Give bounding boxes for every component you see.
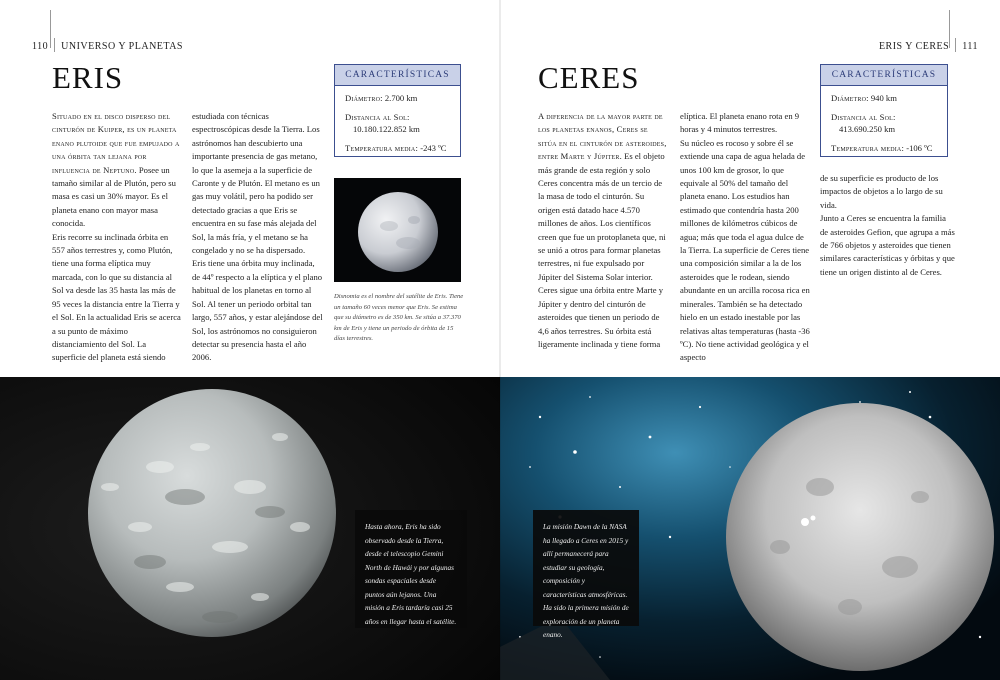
left-header-divider <box>54 38 55 52</box>
dysnomia-photo <box>334 178 461 282</box>
ceres-title: CERES <box>538 60 640 95</box>
eris-image-caption: Hasta ahora, Eris ha sido observado desde la Tierra, desde el telescopio Gemini North de Hawái y por algunas sondas espaciales desde puntos aún lejanos. Una misión a Eris tardaría casi 25 años en llegar hasta el satélite. <box>355 510 467 628</box>
eris-col2-paragraph-1: estudiada con técnicas espectroscópicas desde la Tierra. Los astrónomos han descubierto una importante presencia de gas metano, lo que la asemeja a la superficie de Caronte y de Plutón. El metano es un gas muy volátil, pero ha podido ser detectado gracias a que Eris se encuentra en su fase más alejada del Sol, la más fría, y el metano se ha congelado y no se ha dispersado. <box>192 111 320 256</box>
eris-diameter: Diámetro: 2.700 km <box>345 93 418 103</box>
left-top-rule <box>50 10 51 48</box>
ceres-column-1 <box>538 110 668 351</box>
ceres-column-3 <box>820 172 955 279</box>
eris-box-heading: CARACTERÍSTICAS <box>335 65 460 86</box>
eris-column-1 <box>52 110 182 365</box>
ceres-col2-paragraph-2: Su núcleo es rocoso y sobre él se extiende una capa de agua helada de unos 100 km de grosor, lo que equivale al 50% del tamaño del planeta enano. Los estudios han estimado que contendría hasta 200 millones de kilómetros cúbicos de agua; más que toda el agua dulce de la Tierra. La superficie de Ceres tiene una composición similar a la de los asteroides que le rodean, siendo abundante en un arcilla rocosa rica en minerales. También se ha detectado hielo en un estado inestable por las relativas altas temperaturas (hasta -36 ºC). No tiene actividad geológica y el aspecto <box>680 137 810 363</box>
right-running-head <box>879 38 978 52</box>
eris-characteristics-box <box>334 64 461 157</box>
right-section-name: ERIS Y CERES <box>878 41 950 52</box>
ceres-diameter: Diámetro: 940 km <box>831 93 897 103</box>
right-header-divider <box>955 38 956 52</box>
left-running-head <box>32 38 183 52</box>
right-top-rule <box>949 10 950 48</box>
eris-col2-paragraph-2: Eris tiene una órbita muy inclinada, de 44º respecto a la elíptica y el plano habitual de los planetas en torno al Sol. Al tener un periodo orbital tan largo, 557 años, y estar alejándose del Sol, los astrónomos no consiguieron detectar su presencia hasta el año 2006. <box>192 258 323 363</box>
right-page <box>500 0 1000 680</box>
eris-distance: Distancia al Sol: 10.180.122.852 km <box>345 112 420 134</box>
ceres-distance: Distancia al Sol: 413.690.250 km <box>831 112 896 134</box>
dysnomia-caption: Disnomia es el nombre del satélite de Eris. Tiene un tamaño 60 veces menor que Eris. Se estima que su diámetro es de 350 km. Se sitúa a 37.370 km de Eris y tiene un periodo de órbita de 15 días terrestres. <box>334 293 464 342</box>
ceres-planet-image <box>500 377 1000 680</box>
ceres-col3-paragraph-2: Junto a Ceres se encuentra la familia de asteroides Gefion, que agrupa a más de 766 objetos y asteroides que tienen similares características y órbitas y que tiene un origen distinto al de Ceres. <box>820 213 955 277</box>
eris-title: ERIS <box>52 60 124 95</box>
eris-lead-text: Situado en el disco disperso del cinturón de Kuiper, es un planeta enano plutoide que fue empujado a una órbita tan lejana por influencia de Neptuno. <box>52 111 180 175</box>
eris-column-2 <box>192 110 323 365</box>
left-section-name: UNIVERSO Y PLANETAS <box>61 41 183 52</box>
ceres-temperature: Temperatura media: -106 ºC <box>831 143 933 153</box>
ceres-characteristics-box <box>820 64 948 157</box>
ceres-image-caption: La misión Dawn de la NASA ha llegado a Ceres en 2015 y allí permanecerá para estudiar su geología, composición y características atmosféricas. Ha sido la primera misión de exploración de un planeta enano. <box>533 510 639 626</box>
ceres-col1-paragraph-1 <box>538 110 668 284</box>
book-gutter <box>499 0 501 680</box>
left-page-number: 110 <box>32 41 49 52</box>
eris-col1-paragraph-1 <box>52 110 182 231</box>
eris-temperature: Temperatura media: -243 ºC <box>345 143 447 153</box>
ceres-col2-paragraph-1: elíptica. El planeta enano rota en 9 horas y 4 minutos terrestres. <box>680 111 800 135</box>
right-page-number: 111 <box>962 41 978 52</box>
ceres-col1-text: Es el objeto más grande de esta región y solo Ceres concentra más de un tercio de la masa de todo el cinturón. Su origen está datado hace 4.570 millones de años. Los científicos creen que fue un protoplaneta que, ni se unió a otros para formar planetas terrestres, ni fue expulsado por Júpiter del Sistema Solar interior. <box>538 151 666 282</box>
ceres-col1-paragraph-2: Ceres sigue una órbita entre Marte y Júpiter y dentro del cinturón de asteroides que tienen un periodo de 4,6 años terrestres. Su órbita está ligeramente inclinada y tiene forma <box>538 285 664 349</box>
ceres-col3-paragraph-1: de su superficie es producto de los impactos de objetos a lo largo de su vida. <box>820 173 943 210</box>
ceres-box-heading: CARACTERÍSTICAS <box>821 65 947 86</box>
ceres-column-2 <box>680 110 812 365</box>
eris-col1-text: Posee un tamaño similar al de Plutón, pero su masa es casi un 30% mayor. Es el planeta enano con mayor masa conocida. <box>52 164 176 229</box>
ceres-lead-text: A diferencia de la mayor parte de los planetas enanos, Ceres se sitúa en el cinturón de asteroides, entre Marte y Júpiter. <box>538 111 667 162</box>
eris-planet-image <box>0 377 500 680</box>
eris-col1-paragraph-2: Eris recorre su inclinada órbita en 557 años terrestres y, como Plutón, tiene una forma elíptica muy marcada, con lo que su distancia al Sol va desde las 35 hasta las más de 95 veces la distancia entre la Tierra y el Sol. En la actualidad Eris se acerca a su punto de máximo distanciamiento del Sol. La superficie del planeta está siendo <box>52 231 181 363</box>
